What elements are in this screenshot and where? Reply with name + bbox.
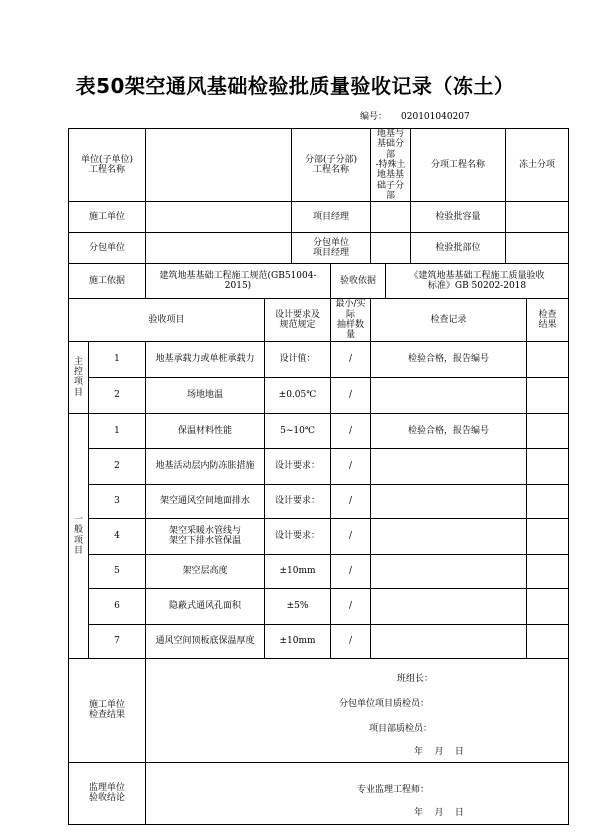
item-sample[interactable]: / (331, 377, 371, 413)
item-name: 架空层高度 (146, 554, 265, 588)
batch-capacity-field[interactable] (506, 202, 569, 233)
general-items-label: 一 般 项 目 (69, 413, 89, 658)
supervisor-signature: 专业监理工程师： (357, 784, 430, 795)
item-design: ±5% (265, 588, 331, 624)
item-design: 设计值： (265, 341, 331, 377)
main-control-label: 主 控 项 目 (69, 341, 89, 413)
table-row (69, 448, 569, 484)
page-title: 表50架空通风基础检验批质量验收记录（冻土） (75, 74, 515, 98)
item-result[interactable] (527, 448, 569, 484)
header-row-1 (69, 129, 569, 202)
col-header-sample: 最小/实际 抽样数量 (331, 299, 371, 341)
item-sample[interactable]: / (331, 484, 371, 518)
col-header-record: 检查记录 (371, 299, 527, 341)
sub-manager-label: 分包单位 项目经理 (292, 233, 371, 264)
table-row (69, 484, 569, 518)
item-design: ±10mm (265, 554, 331, 588)
supervision-date: 年 月 日 (414, 807, 464, 818)
item-no: 7 (89, 624, 146, 658)
team-leader-signature: 班组长： (397, 673, 434, 684)
item-sample[interactable]: / (331, 624, 371, 658)
item-result[interactable] (527, 377, 569, 413)
column-header-row (69, 299, 569, 341)
table-row (69, 624, 569, 658)
inspection-form (68, 128, 569, 825)
item-sample[interactable]: / (331, 518, 371, 554)
table-row (69, 377, 569, 413)
table-row (69, 588, 569, 624)
construction-check-row (69, 658, 569, 762)
item-name: 保温材料性能 (146, 413, 265, 448)
item-record[interactable] (371, 448, 527, 484)
item-design: 5~10℃ (265, 413, 331, 448)
construction-date: 年 月 日 (414, 746, 464, 757)
item-name: 场地地温 (146, 377, 265, 413)
item-result[interactable] (527, 624, 569, 658)
item-no: 3 (89, 484, 146, 518)
record-number-value: 020101040207 (401, 112, 470, 122)
item-name: 架空采暖水管线与 架空下排水管保温 (146, 518, 265, 554)
construction-unit-label: 施工单位 (69, 202, 146, 233)
header-row-2 (69, 202, 569, 233)
construction-basis-value: 建筑地基基础工程施工规范(GB51004-2015) (146, 264, 331, 299)
sub-manager-field[interactable] (371, 233, 411, 264)
batch-location-label: 检验批部位 (411, 233, 506, 264)
item-name: 地基承载力或单桩承载力 (146, 341, 265, 377)
acceptance-basis-value: 《建筑地基基础工程施工质量验收 标准》GB 50202-2018 (386, 264, 569, 299)
item-result[interactable] (527, 341, 569, 377)
construction-check-area[interactable] (146, 658, 569, 762)
item-record[interactable] (371, 554, 527, 588)
item-result[interactable] (527, 518, 569, 554)
subdivision-name-label: 分部(子分部) 工程名称 (292, 129, 371, 202)
unit-name-label: 单位(子单位) 工程名称 (69, 129, 146, 202)
table-row (69, 413, 569, 448)
item-name: 通风空间顶板底保温厚度 (146, 624, 265, 658)
item-no: 2 (89, 448, 146, 484)
item-name: 地基活动层内防冻胀措施 (146, 448, 265, 484)
supervision-area[interactable] (146, 762, 569, 824)
item-design: 设计要求： (265, 448, 331, 484)
item-sample[interactable]: / (331, 413, 371, 448)
item-name: 架空通风空间地面排水 (146, 484, 265, 518)
item-result[interactable] (527, 554, 569, 588)
item-no: 2 (89, 377, 146, 413)
item-record[interactable] (371, 377, 527, 413)
supervision-row (69, 762, 569, 824)
batch-capacity-label: 检验批容量 (411, 202, 506, 233)
item-no: 5 (89, 554, 146, 588)
subcontractor-label: 分包单位 (69, 233, 146, 264)
item-name-value: 冻土分项 (506, 129, 569, 202)
item-sample[interactable]: / (331, 341, 371, 377)
sub-inspector-signature: 分包单位项目质检员： (339, 698, 430, 709)
item-result[interactable] (527, 484, 569, 518)
item-name: 隐蔽式通风孔面积 (146, 588, 265, 624)
item-no: 4 (89, 518, 146, 554)
project-manager-field[interactable] (371, 202, 411, 233)
batch-location-field[interactable] (506, 233, 569, 264)
item-record[interactable]: 检验合格，报告编号 (371, 413, 527, 448)
item-record[interactable] (371, 588, 527, 624)
construction-unit-field[interactable] (146, 202, 292, 233)
col-header-item: 验收项目 (69, 299, 265, 341)
item-sample[interactable]: / (331, 554, 371, 588)
item-result[interactable] (527, 413, 569, 448)
project-manager-label: 项目经理 (292, 202, 371, 233)
col-header-design: 设计要求及 规范规定 (265, 299, 331, 341)
item-record[interactable] (371, 484, 527, 518)
item-design: ±10mm (265, 624, 331, 658)
construction-check-label: 施工单位 检查结果 (69, 658, 146, 762)
unit-name-field[interactable] (146, 129, 292, 202)
item-sample[interactable]: / (331, 448, 371, 484)
item-no: 1 (89, 413, 146, 448)
item-design: 设计要求： (265, 518, 331, 554)
inspector-signature: 项目部质检员： (369, 723, 433, 734)
item-no: 6 (89, 588, 146, 624)
construction-basis-label: 施工依据 (69, 264, 146, 299)
record-number-label: 编号： (360, 112, 388, 122)
table-row (69, 518, 569, 554)
supervision-label: 监理单位 验收结论 (69, 762, 146, 824)
item-design: ±0.05℃ (265, 377, 331, 413)
item-design: 设计要求： (265, 484, 331, 518)
acceptance-basis-label: 验收依据 (331, 264, 386, 299)
table-row (69, 341, 569, 377)
record-number (360, 109, 470, 122)
header-row-3 (69, 233, 569, 264)
item-record[interactable] (371, 624, 527, 658)
item-result[interactable] (527, 588, 569, 624)
table-row (69, 554, 569, 588)
header-row-4 (69, 264, 569, 299)
item-record[interactable] (371, 518, 527, 554)
col-header-result: 检查 结果 (527, 299, 569, 341)
subcontractor-field[interactable] (146, 233, 292, 264)
item-record[interactable]: 检验合格，报告编号 (371, 341, 527, 377)
item-sample[interactable]: / (331, 588, 371, 624)
item-no: 1 (89, 341, 146, 377)
subdivision-name-value: 地基与基础分部 -特殊土地基基 础子分部 (371, 129, 411, 202)
item-name-label: 分项工程名称 (411, 129, 506, 202)
